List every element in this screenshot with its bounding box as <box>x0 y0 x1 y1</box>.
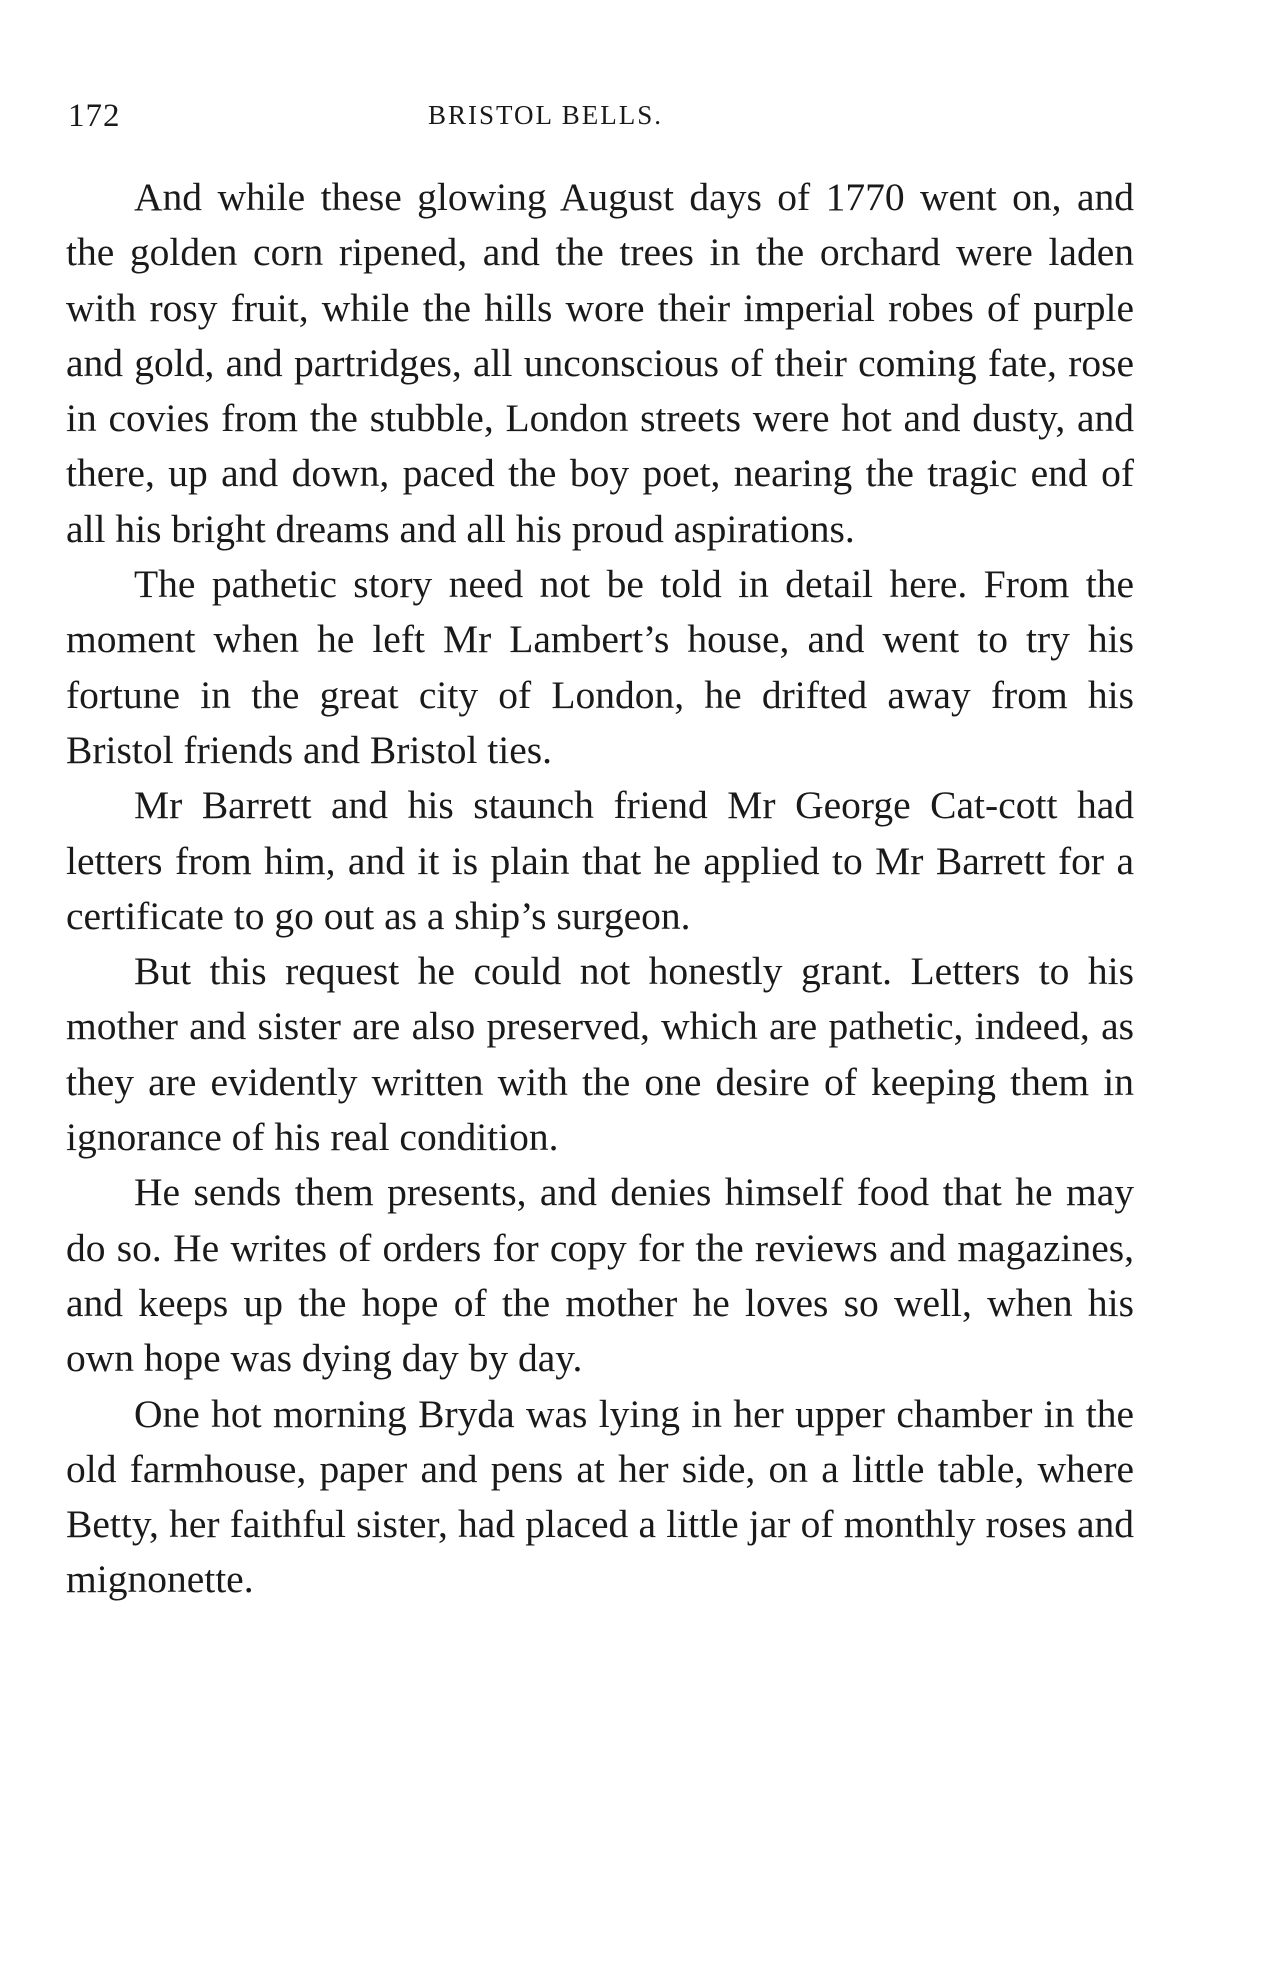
running-title: BRISTOL BELLS. <box>428 100 664 130</box>
body-text <box>66 170 1134 1608</box>
paragraph: He sends them presents, and denies himself food that he may do so. He writes of orders for copy for the reviews and magazines, and keeps up the hope of the mother he loves so well, when his own hope was dying day by day. <box>66 1170 1134 1381</box>
paragraph: Mr Barrett and his staunch friend Mr George Cat-cott had letters from him, and it is plain that he applied to Mr Barrett for a certificate to go out as a ship’s surgeon. <box>66 783 1134 938</box>
paragraph: But this request he could not honestly grant. Letters to his mother and sister are also preserved, which are pathetic, indeed, as they are evidently written with the one desire of keeping them in ignorance of his real condition. <box>66 949 1134 1160</box>
paragraph: And while these glowing August days of 1770 went on, and the golden corn ripened, and the trees in the orchard were laden with rosy fruit, while the hills wore their imperial robes of purple and gold, and partridges, all unconscious of their coming fate, rose in covies from the stubble, London streets were hot and dusty, and there, up and down, paced the boy poet, nearing the tragic end of all his bright dreams and all his proud aspirations. <box>66 175 1134 551</box>
running-head <box>68 98 1130 138</box>
paragraph: The pathetic story need not be told in detail here. From the moment when he left Mr Lambert’s house, and went to try his fortune in the great city of London, he drifted away from his Bristol friends and Bristol ties. <box>66 562 1134 772</box>
paragraph: One hot morning Bryda was lying in her upper chamber in the old farmhouse, paper and pens at her side, on a little table, where Betty, her faithful sister, had placed a little jar of monthly roses and mignonette. <box>66 1391 1134 1602</box>
page-number: 172 <box>68 98 121 134</box>
